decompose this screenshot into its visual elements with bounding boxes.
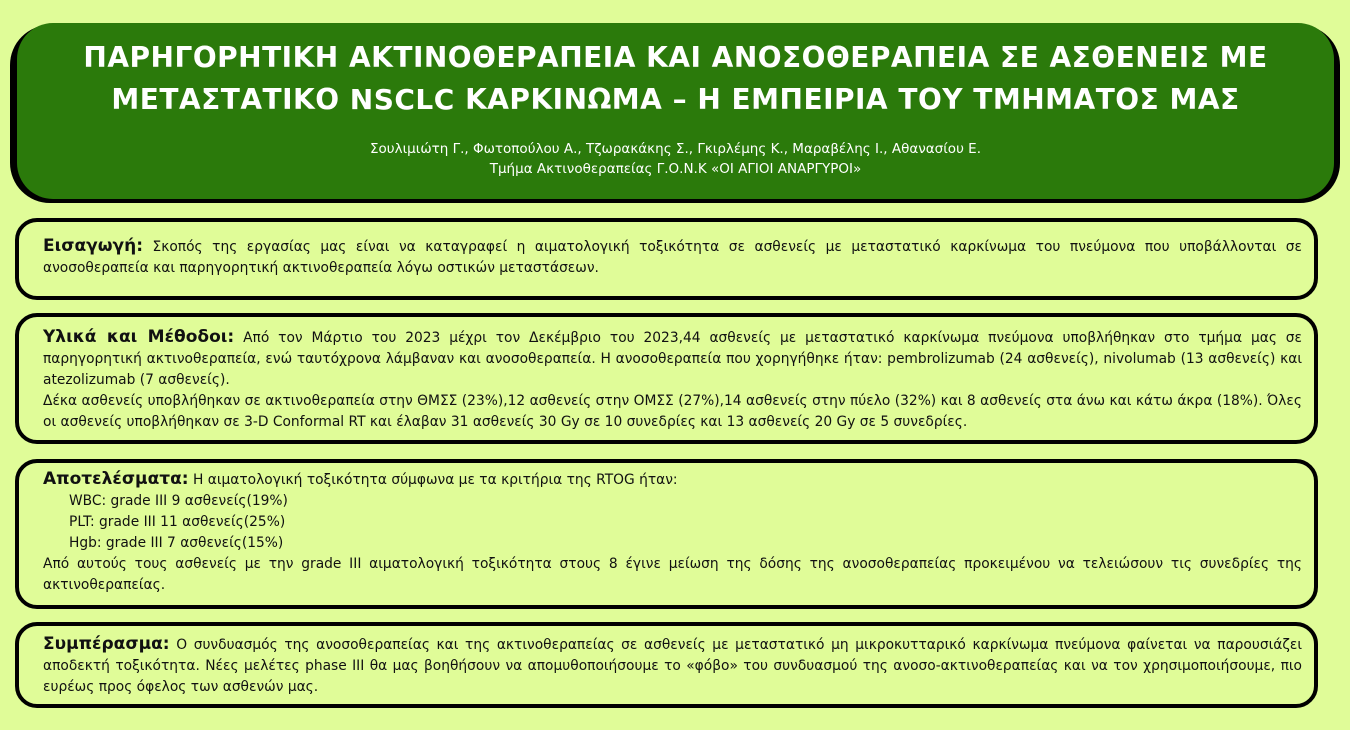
results-item-hgb: Hgb: grade III 7 ασθενείς(15%) — [69, 535, 284, 551]
conclusion-paragraph — [43, 634, 1302, 698]
authors-block — [17, 139, 1334, 179]
conclusion-text: Ο συνδυασμός της ανοσοθεραπείας και της ακτινοθεραπείας σε ασθενείς με μεταστατικό μη μικροκυτταρικό καρκίνωμα πνεύμονα φαίνεται να παρουσιάζει αποδεκτή τοξικότητα. Νέες μελέτες phase III θα μας βοηθήσουν να απομυθοποιήσουμε το «φόβο» του συνδυασμού της ανοσο-ακτινοθεραπείας και να τον χρησιμοποιήσουμε, πιο ευρέως προς όφελος των ασθενών μας. — [43, 637, 1302, 695]
results-intro: Η αιματολογική τοξικότητα σύμφωνα με τα κριτήρια της RTOG ήταν: — [192, 472, 678, 488]
results-item-plt: PLT: grade III 11 ασθενείς(25%) — [69, 514, 286, 530]
intro-paragraph — [43, 236, 1302, 279]
methods-paragraph-1 — [43, 327, 1302, 391]
conclusion-heading: Συμπέρασμα: — [43, 634, 170, 654]
title-line-2: ΜΕΤΑΣΤΑΤΙΚΟ NSCLC ΚΑΡΚΙΝΩΜΑ – Η ΕΜΠΕΙΡΙΑ ΤΟΥ ΤΜΗΜΑΤΟΣ ΜΑΣ — [111, 83, 1240, 116]
results-text: Από αυτούς τους ασθενείς με την grade III αιματολογική τοξικότητα στους 8 έγινε μείωση της δόσης της ανοσοθεραπείας προκειμένου να τελειώσουν τις συνεδρίες της ακτινοθεραπείας. — [43, 556, 1302, 593]
methods-text-1: Από τον Μάρτιο του 2023 μέχρι τον Δεκέμβριο του 2023,44 ασθενείς με μεταστατικό καρκίνωμα πνεύμονα υποβλήθηκαν στο τμήμα μας σε παρηγορητική ακτινοθεραπεία, ενώ ταυτόχρονα λάμβαναν και ανοσοθεραπεία. Η ανοσοθεραπεία που χορηγήθηκε ήταν: pembrolizumab (24 ασθενείς), nivolumab (13 ασθενείς) και atezolizumab (7 ασθενείς). — [43, 330, 1303, 388]
affiliation: Τμήμα Ακτινοθεραπείας Γ.Ο.Ν.Κ «ΟΙ ΑΓΙΟΙ ΑΝΑΡΓΥΡΟΙ» — [489, 161, 862, 177]
methods-paragraph-2: Δέκα ασθενείς υποβλήθηκαν σε ακτινοθεραπεία στην ΘΜΣΣ (23%),12 ασθενείς στην ΟΜΣΣ (27%),14 ασθενείς στην πύελο (32%) και 8 ασθενείς στα άνω και κάτω άκρα (18%). Όλες οι ασθενείς υποβλήθηκαν σε 3-D Conformal RT και έλαβαν 31 ασθενείς 30 Gy σε 10 συνεδρίες και 13 ασθενείς 20 Gy σε 5 συνεδρίες. — [43, 393, 1302, 430]
results-section — [15, 459, 1318, 609]
results-intro-paragraph — [43, 469, 1302, 491]
conclusion-section — [15, 622, 1318, 708]
results-heading: Αποτελέσματα: — [43, 469, 189, 489]
methods-section — [15, 313, 1318, 444]
poster-header — [17, 23, 1334, 199]
poster-title — [77, 37, 1274, 121]
results-item-wbc: WBC: grade III 9 ασθενείς(19%) — [69, 493, 288, 509]
title-line-1: ΠΑΡΗΓΟΡΗΤΙΚΗ ΑΚΤΙΝΟΘΕΡΑΠΕΙΑ ΚΑΙ ΑΝΟΣΟΘΕΡΑΠΕΙΑ ΣΕ ΑΣΘΕΝΕΙΣ ΜΕ — [83, 41, 1268, 74]
authors: Σουλιμιώτη Γ., Φωτοπούλου Α., Τζωρακάκης Σ., Γκιρλέμης Κ., Μαραβέλης Ι., Αθανασίου Ε. — [370, 141, 981, 157]
methods-heading: Υλικά και Μέθοδοι: — [43, 327, 235, 347]
intro-text: Σκοπός της εργασίας μας είναι να καταγραφεί η αιματολογική τοξικότητα σε ασθενείς με μεταστατικό καρκίνωμα του πνεύμονα που υποβάλλονται σε ανοσοθεραπεία και παρηγορητική ακτινοθεραπεία λόγω οστικών μεταστάσεων. — [43, 239, 1302, 276]
intro-section — [15, 218, 1318, 300]
intro-heading: Εισαγωγή: — [43, 236, 143, 256]
